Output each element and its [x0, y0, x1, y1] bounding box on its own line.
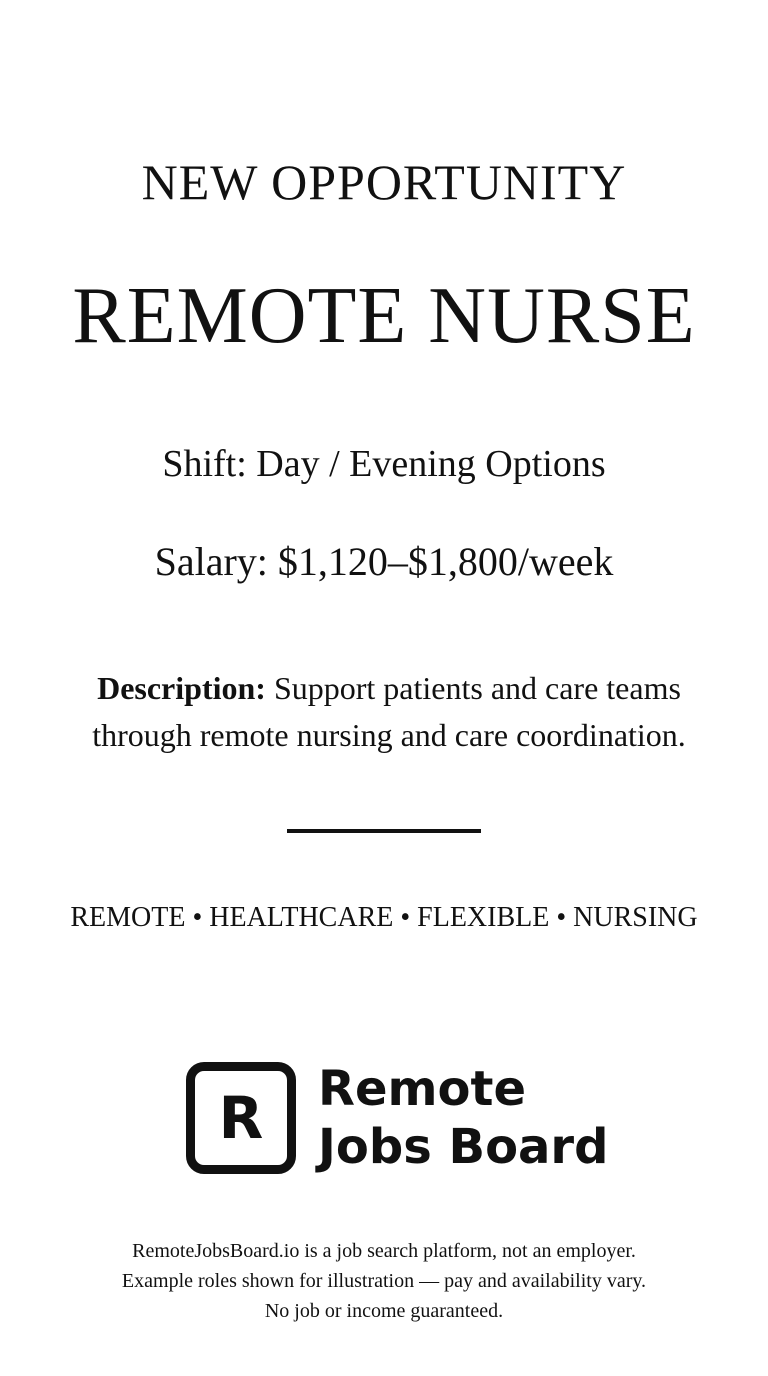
disclaimer-line-1: RemoteJobsBoard.io is a job search platform, not an employer.: [132, 1240, 636, 1262]
logo-line-1: Remote: [318, 1061, 527, 1117]
salary-label: Salary:: [154, 539, 268, 584]
brand-logo: [186, 1062, 626, 1178]
logo-letter: R: [218, 1084, 264, 1152]
shift-value: Day / Evening Options: [256, 443, 606, 485]
job-title: REMOTE NURSE: [72, 272, 696, 360]
salary-line: [0, 537, 768, 587]
disclaimer-line-3: No job or income guaranteed.: [264, 1300, 504, 1322]
shift-label: Shift:: [162, 443, 247, 485]
description-text: Support patients and care teams through remote nursing and care coordination.: [92, 670, 686, 753]
tag-line: REMOTE • HEALTHCARE • FLEXIBLE • NURSING: [70, 902, 698, 933]
divider: [287, 829, 481, 833]
logo-wordmark: [318, 1060, 608, 1176]
shift-line: [0, 440, 768, 488]
salary-value: $1,120–$1,800/week: [277, 539, 614, 584]
description: [50, 665, 728, 759]
disclaimer: [0, 1236, 768, 1326]
description-label: Description:: [97, 670, 266, 706]
disclaimer-line-2: Example roles shown for illustration — pay and availability vary.: [121, 1270, 647, 1292]
eyebrow-heading: NEW OPPORTUNITY: [141, 154, 627, 210]
logo-mark-icon: [186, 1062, 296, 1174]
logo-line-2: Jobs Board: [318, 1119, 609, 1175]
